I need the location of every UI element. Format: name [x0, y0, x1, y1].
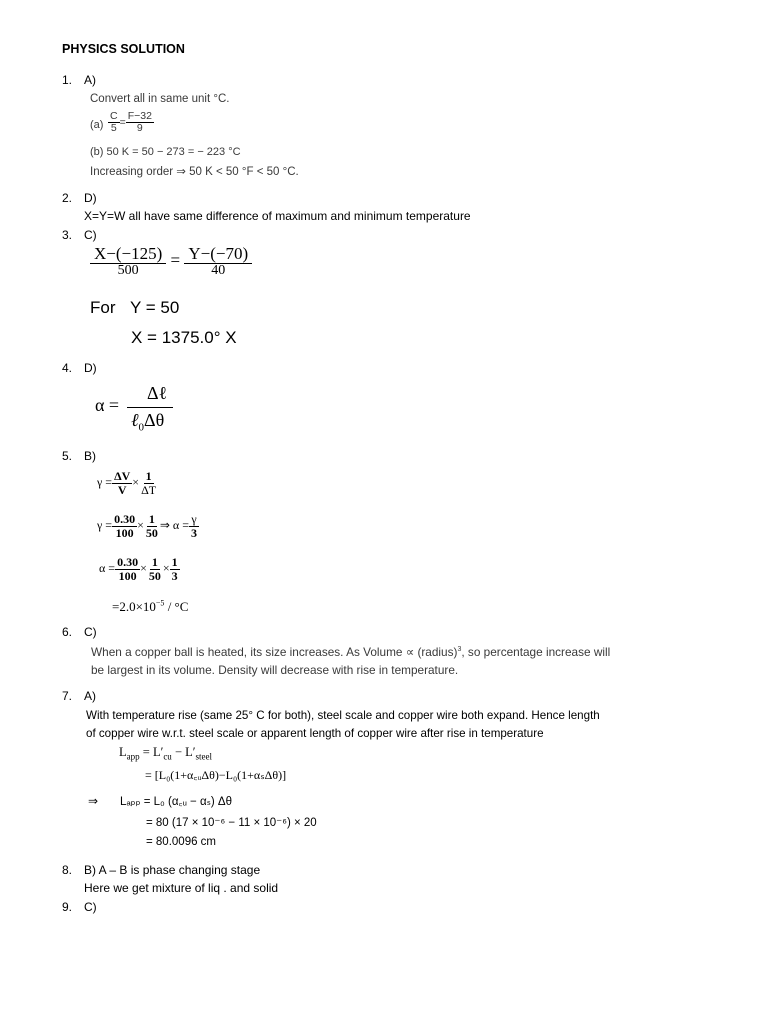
q1-number: 1.: [62, 73, 73, 87]
q5-gamma-def: γ = $\frac{\Delta V}{V}$ × $\frac{1}{\Delta T}$: [97, 469, 157, 497]
q4-number: 4.: [62, 361, 73, 375]
q1-answer: A): [84, 73, 96, 87]
q3-x-result: X = 1375.0° X: [131, 328, 237, 347]
q7-line2: of copper wire w.r.t. steel scale or apparent length of copper wire after rise in temperature: [86, 727, 544, 740]
q2-number: 2.: [62, 191, 73, 205]
q5-answer: B): [84, 449, 96, 463]
q5-gamma-value: γ = $\frac{0.30}{100}$ × $\frac{1}{50}$ ⇒ α = $\frac{\gamma}{3}$: [97, 512, 197, 540]
page-title: PHYSICS SOLUTION: [62, 42, 185, 56]
q1-part-a-label: (a): [90, 119, 104, 131]
q1-formula-c-frac: $\frac{C}{5}$ = $\frac{F-32}{9}$: [110, 110, 152, 135]
q3-equation: $\frac{X-(-125)}{500}$ = $\frac{Y-(-70)}{40}$: [90, 245, 252, 279]
q7-lapp-def: $L_{app} = L'_{cu} - L'_{steel}$: [119, 745, 212, 762]
q4-denominator: ℓ$_0$Δθ: [131, 410, 165, 434]
q7-formula2: = 80 (17 × 10⁻⁶ − 11 × 10⁻⁶) × 20: [146, 817, 317, 829]
q5-alpha-value: α = $\frac{0.30}{100}$ × $\frac{1}{50}$ × $\frac{1}{3}$: [99, 555, 178, 583]
q7-formula3: = 80.0096 cm: [146, 836, 217, 848]
q4-answer: D): [84, 361, 97, 375]
q8-answer: B) A – B is phase changing stage: [84, 863, 261, 877]
q1-part-b: (b) 50 K = 50 − 273 = − 223 °C: [90, 146, 241, 158]
q7-bracket-expr: = [L₀(1+α꜀ᵤΔθ)−L₀(1+αₛΔθ)]: [145, 768, 287, 782]
q2-answer: D): [84, 191, 97, 205]
q9-answer: C): [84, 900, 97, 914]
q6-answer: C): [84, 625, 97, 639]
q7-line1: With temperature rise (same 25° C for both), steel scale and copper wire both expand. Hence length: [86, 709, 600, 722]
q2-explanation: X=Y=W all have same difference of maximum and minimum temperature: [84, 209, 471, 223]
q4-numerator: Δℓ: [147, 383, 168, 403]
q7-implies-arrow: ⇒: [88, 794, 99, 808]
q3-for-label: For: [90, 298, 116, 317]
q8-number: 8.: [62, 863, 73, 877]
q5-result: $=2.0\times 10^{-5} / ^\circ C$: [112, 598, 189, 614]
q7-number: 7.: [62, 689, 73, 703]
q7-answer: A): [84, 689, 96, 703]
q8-line2: Here we get mixture of liq . and solid: [84, 881, 279, 895]
q4-alpha-lhs: α =: [95, 395, 120, 415]
q5-number: 5.: [62, 449, 73, 463]
q7-formula1: Lₐₚₚ = L₀ (α꜀ᵤ − αₛ) Δθ: [120, 796, 232, 808]
q3-answer: C): [84, 228, 97, 242]
q9-number: 9.: [62, 900, 73, 914]
q6-line1: When a copper ball is heated, its size increases. As Volume ∝ (radius)$^3$, so percentage increase will: [91, 645, 611, 659]
q1-instruction: Convert all in same unit °C.: [90, 93, 230, 105]
q3-y-value: Y = 50: [130, 298, 180, 317]
q1-order: Increasing order ⇒ 50 K < 50 °F < 50 °C.: [90, 166, 299, 178]
q6-line2: be largest in its volume. Density will decrease with rise in temperature.: [91, 663, 459, 677]
q6-number: 6.: [62, 625, 73, 639]
q3-number: 3.: [62, 228, 73, 242]
